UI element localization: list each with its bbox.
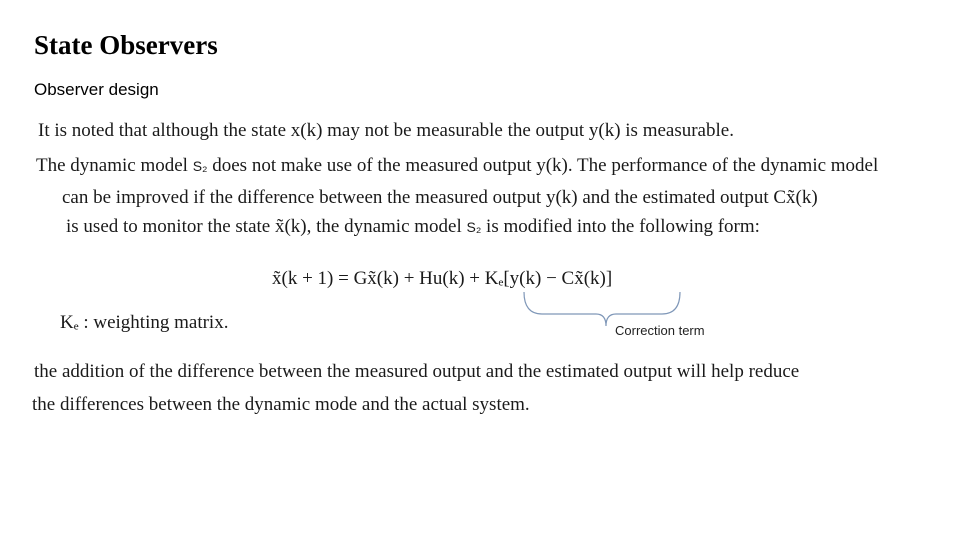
slide-subtitle: Observer design (34, 80, 159, 99)
slide-title: State Observers (34, 30, 218, 60)
correction-term-label: Correction term (615, 323, 705, 338)
text-line-1: It is noted that although the state x(k) may not be measurable the output y(k) is measurable. (38, 120, 734, 141)
text-line-2-start: The dynamic model (36, 155, 188, 176)
text-line-2-end: does not make use of the measured output y(k). The performance of the dynamic model (212, 155, 879, 176)
ke-definition: Kₑ : weighting matrix. (60, 312, 229, 333)
paragraph-2-line-2: the differences between the dynamic mode and the actual system. (32, 394, 530, 415)
model-s2-label-2: S₂ (466, 219, 482, 235)
text-line-4-start: is used to monitor the state x̃(k), the dynamic model (66, 216, 462, 237)
text-line-4-end: is modified into the following form: (486, 216, 760, 237)
model-s2-label: S₂ (192, 158, 208, 174)
observer-equation: x̃(k + 1) = Gx̃(k) + Hu(k) + Kₑ[y(k) − Cx̃(k)] (272, 268, 613, 289)
text-line-2 (36, 155, 878, 177)
text-line-3: can be improved if the difference between the measured output y(k) and the estimated output Cx̃(k) (62, 187, 818, 208)
paragraph-2-line-1: the addition of the difference between the measured output and the estimated output will help reduce (34, 361, 800, 382)
text-line-4 (66, 216, 760, 238)
